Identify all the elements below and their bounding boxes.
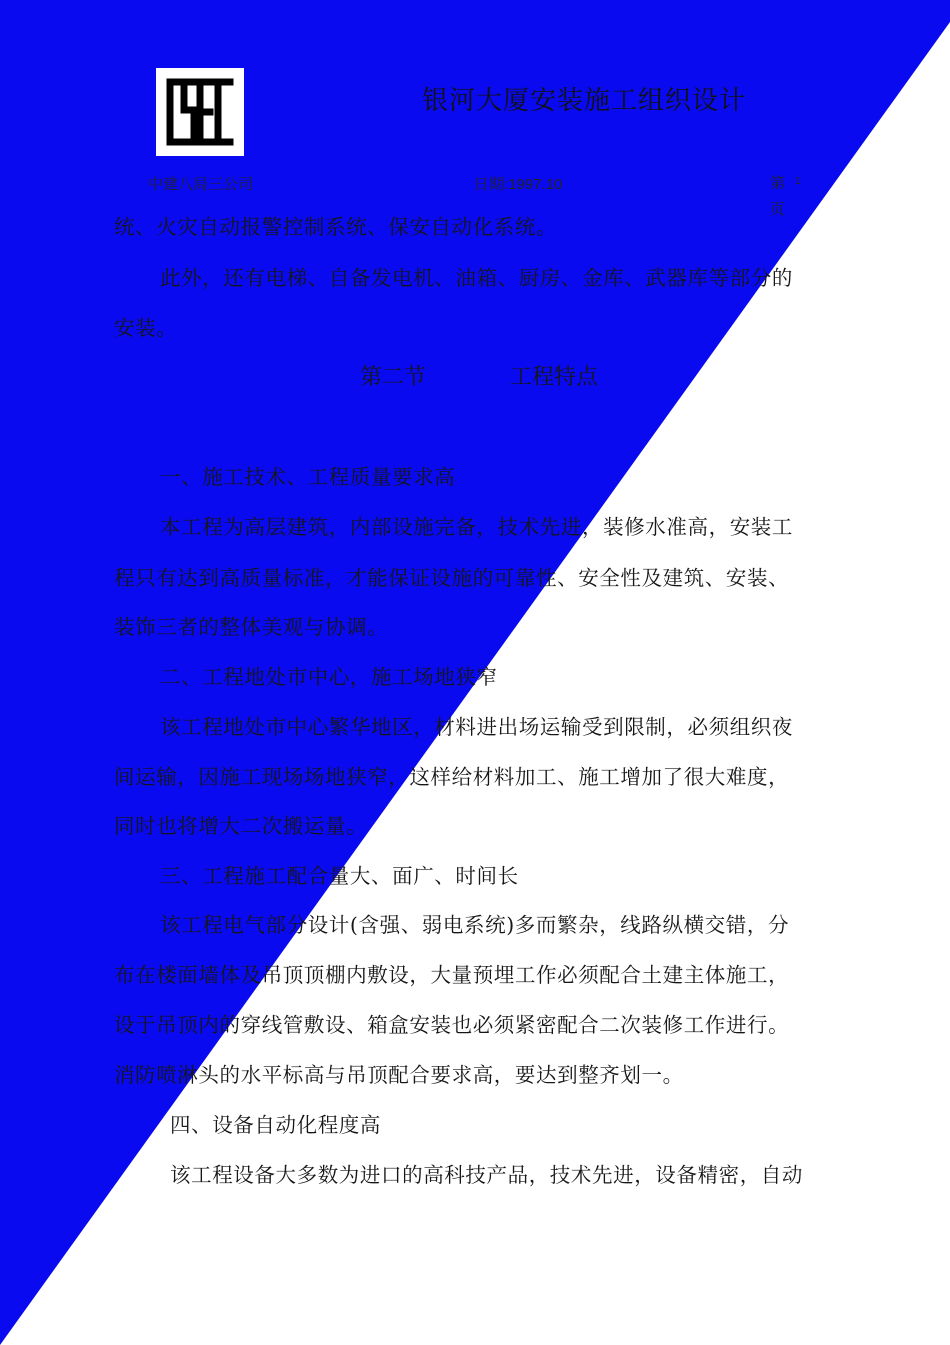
page-number: 1 <box>795 176 801 187</box>
body-line: 此外，还有电梯、自备发电机、油箱、厨房、金库、武器库等部分的 <box>160 266 793 290</box>
body-line: 本工程为高层建筑，内部设施完备，技术先进，装修水准高，安装工 <box>160 515 793 539</box>
body-line: 间运输，因施工现场场地狭窄，这样给材料加工、施工增加了很大难度， <box>114 765 790 789</box>
section-title: 工程特点 <box>510 365 599 390</box>
cscec-logo-graphic <box>156 68 244 156</box>
subheading: 三、工程施工配合量大、面广、时间长 <box>160 864 519 888</box>
body-line: 布在楼面墙体及吊顶顶棚内敷设，大量预埋工作必须配合土建主体施工， <box>114 963 790 987</box>
subheading: 四、设备自动化程度高 <box>170 1113 381 1137</box>
body-line: 该工程电气部分设计(含强、弱电系统)多而繁杂，线路纵横交错，分 <box>160 913 790 937</box>
body-line: 装饰三者的整体美观与协调。 <box>114 615 389 639</box>
document-date: 日期:1997.10 <box>474 176 563 193</box>
document-title: 银河大厦安装施工组织设计 <box>422 86 747 116</box>
page-label-prefix: 第 <box>770 174 786 192</box>
company-name: 中建八局三公司 <box>148 175 254 193</box>
body-line: 同时也将增大二次搬运量。 <box>114 814 368 838</box>
body-line: 该工程设备大多数为进口的高科技产品，技术先进，设备精密，自动 <box>170 1163 803 1187</box>
body-line: 安装。 <box>114 316 178 340</box>
page-label-suffix: 页 <box>770 200 786 218</box>
subheading: 二、工程地处市中心，施工场地狭窄 <box>160 665 498 689</box>
body-line: 该工程地处市中心繁华地区，材料进出场运输受到限制，必须组织夜 <box>160 715 793 739</box>
section-number: 第二节 <box>360 365 427 390</box>
subheading: 一、施工技术、工程质量要求高 <box>160 465 456 489</box>
body-line: 消防喷淋头的水平标高与吊顶配合要求高，要达到整齐划一。 <box>114 1063 684 1087</box>
body-line: 统、火灾自动报警控制系统、保安自动化系统。 <box>114 215 558 239</box>
body-line: 程只有达到高质量标准，才能保证设施的可靠性、安全性及建筑、安装、 <box>114 566 790 590</box>
cscec-logo <box>156 68 244 156</box>
body-line: 设于吊顶内的穿线管敷设、箱盒安装也必须紧密配合二次装修工作进行。 <box>114 1013 790 1037</box>
